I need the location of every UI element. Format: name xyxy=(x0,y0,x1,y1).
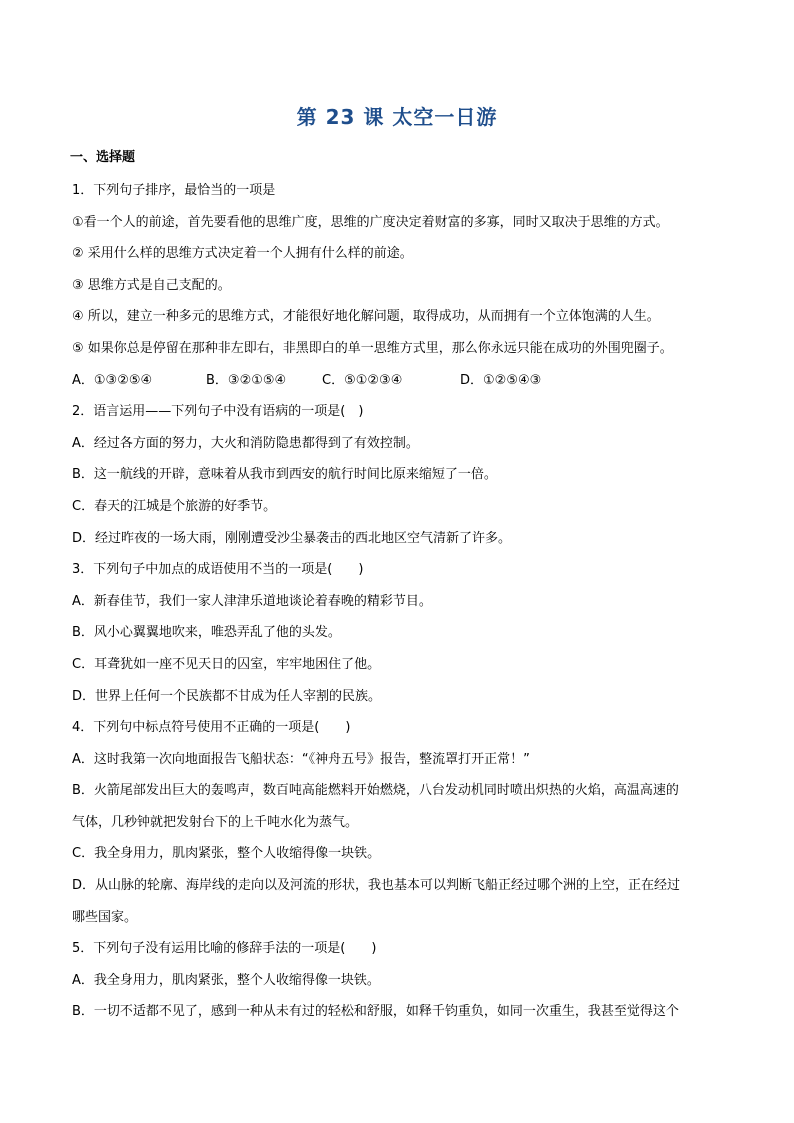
question-4-stem: 4．下列句中标点符号使用不正确的一项是( ) xyxy=(72,720,351,736)
question-2-stem: 2．语言运用——下列句子中没有语病的一项是( ) xyxy=(72,404,364,420)
question-3-option-a[interactable]: A．新春佳节，我们一家人津津乐道地谈论着春晚的精彩节目。 xyxy=(72,593,432,609)
question-3-option-c[interactable]: C．耳聋犹如一座不见天日的囚室，牢牢地困住了他。 xyxy=(72,656,381,672)
question-2-option-c[interactable]: C．春天的江城是个旅游的好季节。 xyxy=(72,498,277,514)
section-heading: 一、选择题 xyxy=(70,150,136,165)
question-2-option-b[interactable]: B．这一航线的开辟，意味着从我市到西安的航行时间比原来缩短了一倍。 xyxy=(72,467,497,483)
question-5-stem: 5．下列句子没有运用比喻的修辞手法的一项是( ) xyxy=(72,941,377,957)
question-1-sentence-5: ⑤ 如果你总是停留在那种非左即右，非黑即白的单一思维方式里，那么你永远只能在成功的外围兜圈子。 xyxy=(72,340,673,356)
question-1-option-a[interactable]: A．①③②⑤④ xyxy=(72,372,153,388)
question-4-option-d-line-1[interactable]: D．从山脉的轮廓、海岸线的走向以及河流的形状，我也基本可以判断飞船正经过哪个洲的上空，正在经过 xyxy=(72,878,681,894)
question-4-option-c[interactable]: C．我全身用力，肌肉紧张，整个人收缩得像一块铁。 xyxy=(72,846,381,862)
question-2-option-a[interactable]: A．经过各方面的努力，大火和消防隐患都得到了有效控制。 xyxy=(72,435,419,451)
question-4-option-d-line-2[interactable]: 哪些国家。 xyxy=(72,909,138,925)
question-1-options xyxy=(72,365,724,397)
question-1-sentence-1: ①看一个人的前途，首先要看他的思维广度，思维的广度决定着财富的多寡，同时又取决于思维的方式。 xyxy=(72,214,669,230)
question-5-option-b-line-1[interactable]: B．一切不适都不见了，感到一种从未有过的轻松和舒服，如释千钧重负，如同一次重生，我甚至觉得这个 xyxy=(72,1004,679,1020)
question-1-stem: 1．下列句子排序，最恰当的一项是 xyxy=(72,183,276,198)
question-1-sentence-3: ③ 思维方式是自己支配的。 xyxy=(72,277,231,293)
question-3-option-d[interactable]: D．世界上任何一个民族都不甘成为任人宰割的民族。 xyxy=(72,688,382,704)
question-3-stem: 3．下列句子中加点的成语使用不当的一项是( ) xyxy=(72,562,364,578)
question-4-option-a[interactable]: A．这时我第一次向地面报告飞船状态：“《神舟五号》报告，整流罩打开正常！” xyxy=(72,751,530,767)
question-1-sentence-2: ② 采用什么样的思维方式决定着一个人拥有什么样的前途。 xyxy=(72,246,413,262)
question-3-option-b[interactable]: B．风小心翼翼地吹来，唯恐弄乱了他的头发。 xyxy=(72,625,341,641)
question-4-option-b-line-2[interactable]: 气体，几秒钟就把发射台下的上千吨水化为蒸气。 xyxy=(72,814,359,830)
question-list xyxy=(72,175,724,1028)
question-1-option-d[interactable]: D．①②⑤④③ xyxy=(460,372,542,388)
question-1-option-b[interactable]: B．③②①⑤④ xyxy=(206,372,287,388)
page-title: 第 23 课 太空一日游 xyxy=(296,105,498,129)
question-4-option-b-line-1[interactable]: B．火箭尾部发出巨大的轰鸣声，数百吨高能燃料开始燃烧，八台发动机同时喷出炽热的火焰，高温高速的 xyxy=(72,783,679,799)
question-1-option-c[interactable]: C．⑤①②③④ xyxy=(322,372,403,388)
question-2-option-d[interactable]: D．经过昨夜的一场大雨，刚刚遭受沙尘暴袭击的西北地区空气清新了许多。 xyxy=(72,530,512,546)
question-5-option-a[interactable]: A．我全身用力，肌肉紧张，整个人收缩得像一块铁。 xyxy=(72,972,380,988)
question-1-sentence-4: ④ 所以，建立一种多元的思维方式，才能很好地化解问题，取得成功，从而拥有一个立体饱满的人生。 xyxy=(72,309,660,325)
